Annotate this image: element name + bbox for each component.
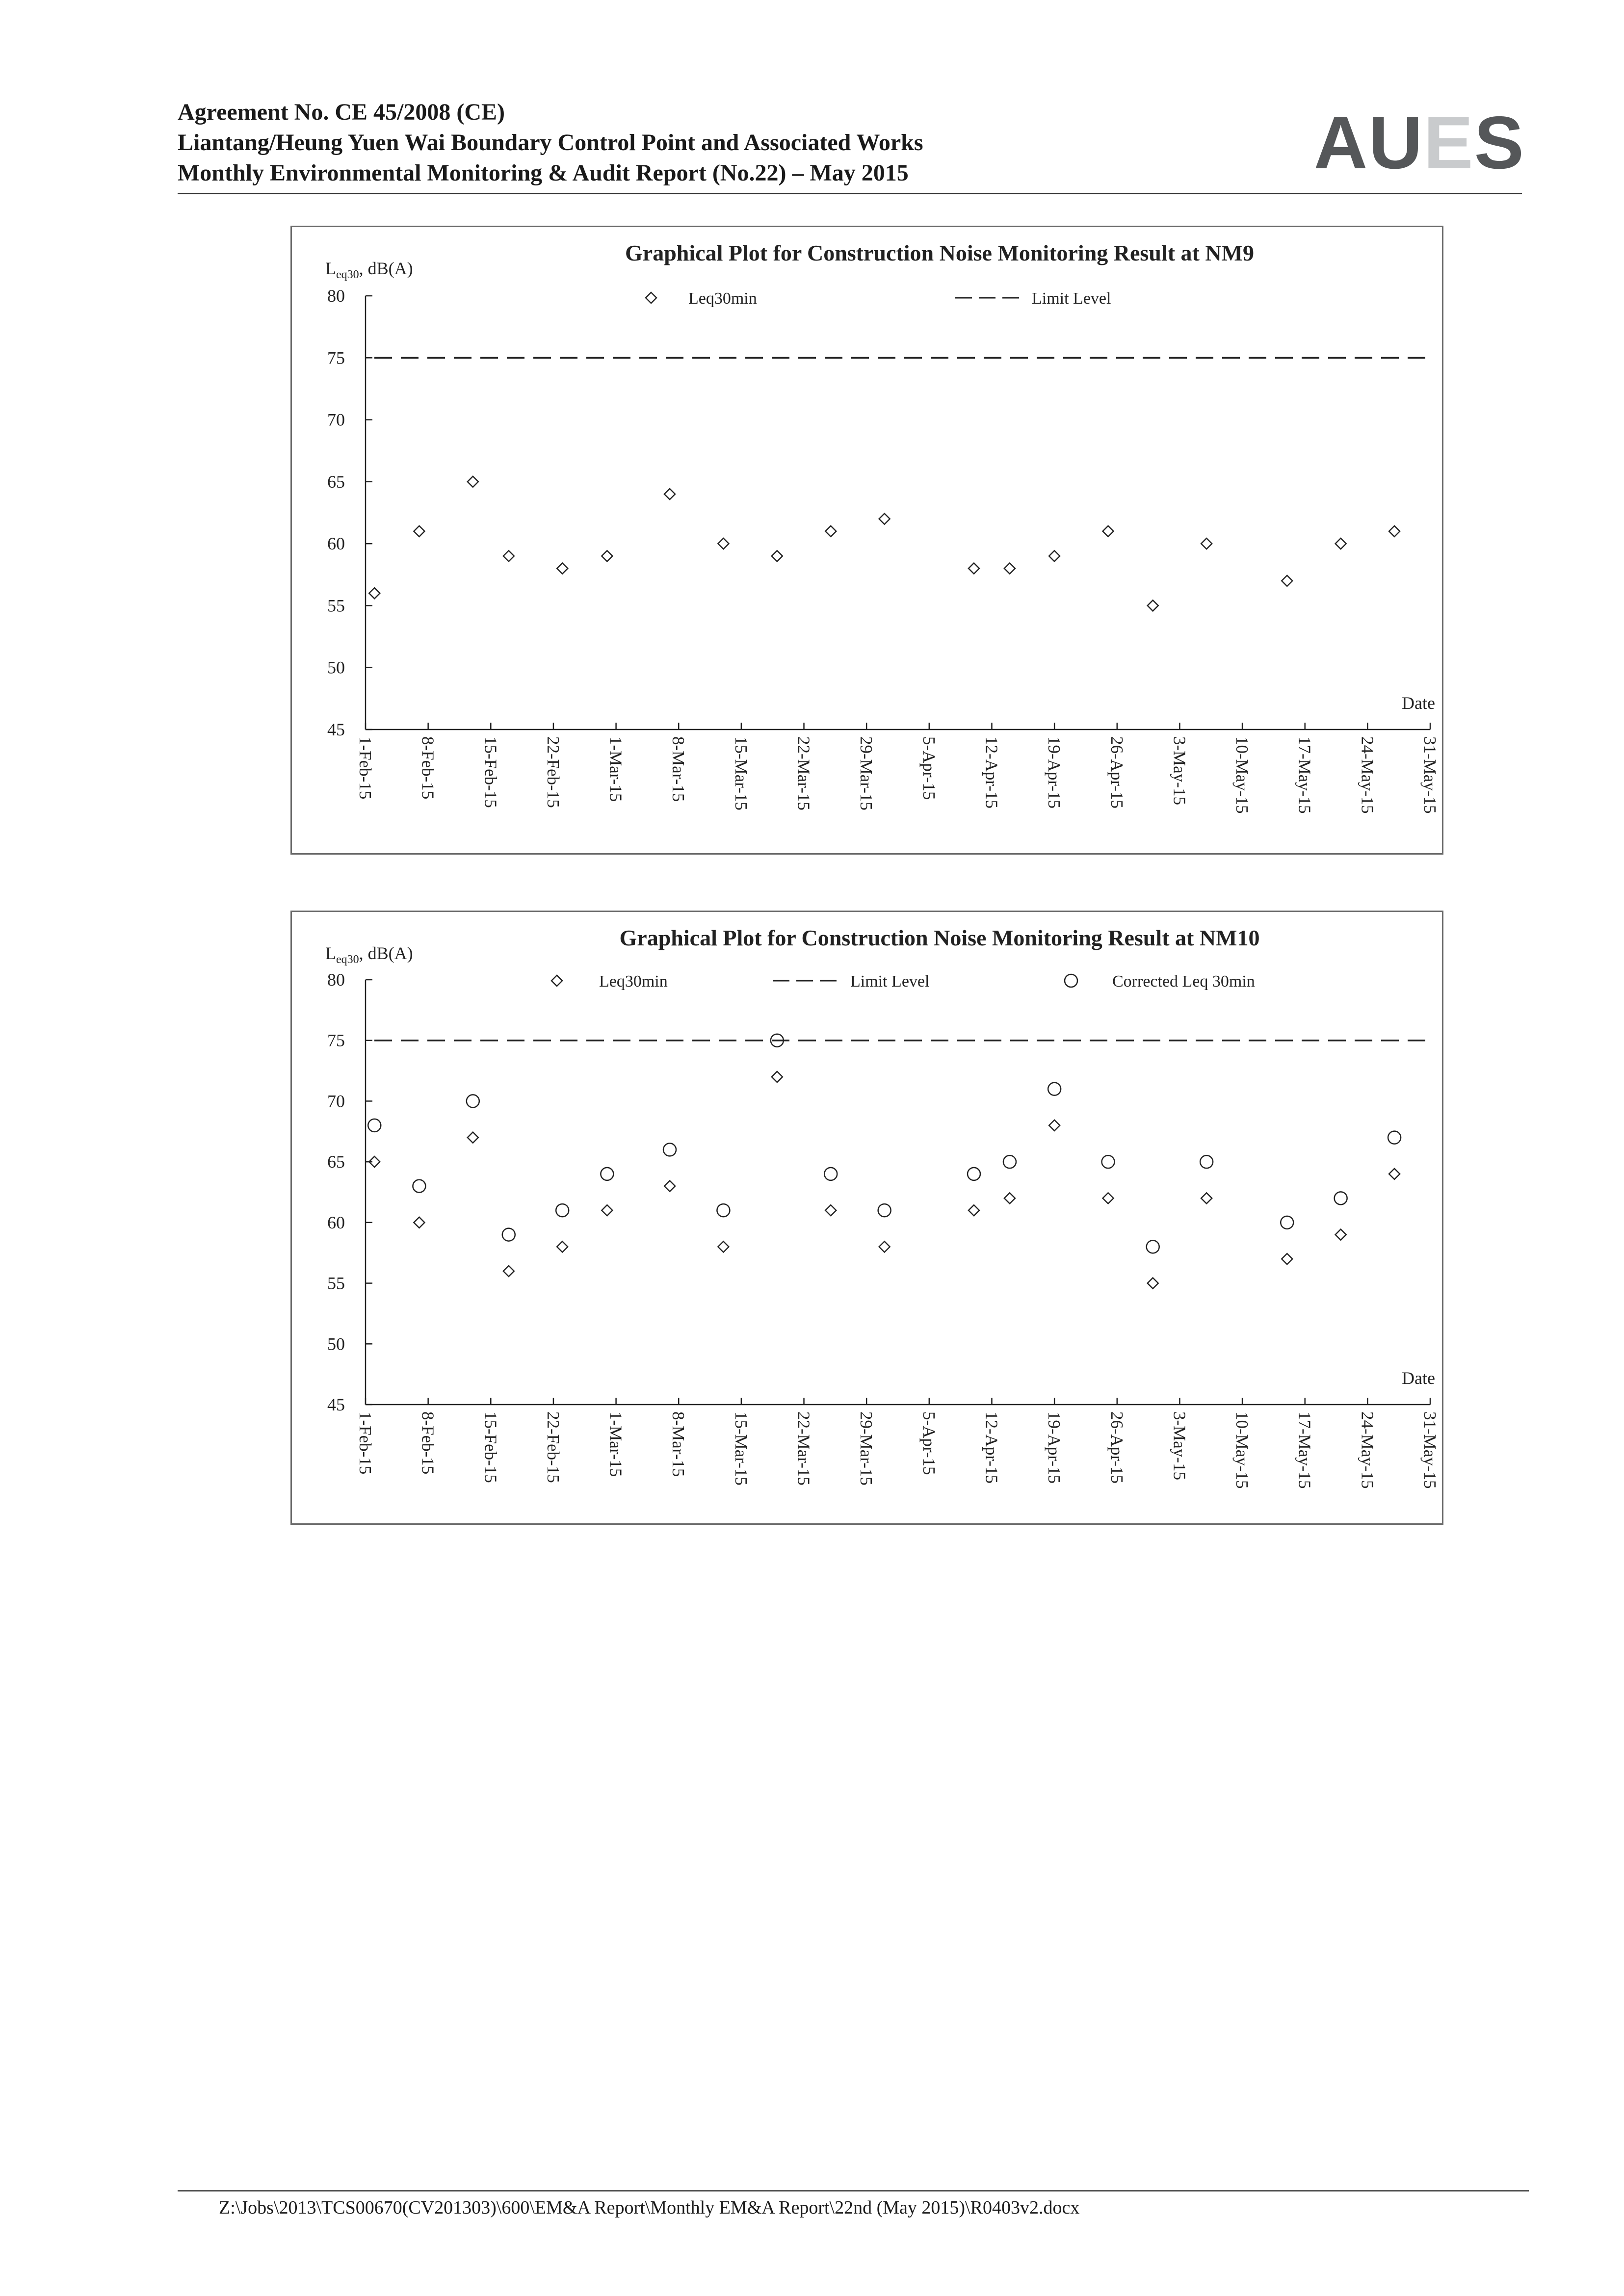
data-point-corrected <box>1003 1155 1016 1168</box>
y-tick-label: 75 <box>327 348 345 368</box>
x-tick-label: 8-Mar-15 <box>669 1411 688 1477</box>
data-point-corrected <box>717 1204 730 1217</box>
x-tick-label: 8-Feb-15 <box>418 1411 438 1475</box>
data-point-corrected <box>1147 1240 1159 1253</box>
data-point-leq30min <box>1389 526 1400 537</box>
x-tick-label: 1-Mar-15 <box>606 1411 626 1477</box>
data-point-corrected <box>368 1119 381 1132</box>
data-point-leq30min <box>879 1241 890 1252</box>
data-point-leq30min <box>664 1181 675 1192</box>
x-tick-label: 17-May-15 <box>1295 736 1314 814</box>
data-point-leq30min <box>1148 1278 1158 1289</box>
y-tick-label: 80 <box>327 970 345 990</box>
chart-nm9 <box>290 226 1443 855</box>
data-point-leq30min <box>1103 526 1114 537</box>
y-axis-label-subscript: eq30 <box>336 268 359 281</box>
data-point-leq30min <box>825 1205 836 1216</box>
data-point-leq30min <box>1004 563 1015 574</box>
data-point-leq30min <box>1201 538 1212 549</box>
data-point-leq30min <box>1389 1169 1400 1179</box>
data-point-leq30min <box>1282 1253 1292 1264</box>
data-point-leq30min <box>825 526 836 537</box>
data-point-corrected <box>413 1180 425 1193</box>
data-point-leq30min <box>468 1132 478 1143</box>
aues-logo <box>1313 101 1525 184</box>
y-tick-label: 50 <box>327 657 345 678</box>
data-point-corrected <box>601 1168 613 1180</box>
data-point-leq30min <box>1336 1229 1346 1240</box>
y-tick-label: 55 <box>327 596 345 616</box>
y-axis-label-unit: , dB(A) <box>359 259 413 278</box>
data-point-corrected <box>1048 1083 1061 1096</box>
x-tick-label: 10-May-15 <box>1232 736 1252 814</box>
y-tick-label: 75 <box>327 1030 345 1050</box>
y-tick-label: 50 <box>327 1334 345 1354</box>
x-tick-label: 31-May-15 <box>1420 1411 1440 1489</box>
y-tick-label: 65 <box>327 471 345 492</box>
data-point-corrected <box>556 1204 569 1217</box>
file-path: Z:\Jobs\2013\TCS00670(CV201303)\600\EM&A Report\Monthly EM&A Report\22nd (May 2015)\R0403v2.docx <box>219 2197 1080 2218</box>
x-tick-label: 15-Feb-15 <box>481 1411 500 1483</box>
data-point-leq30min <box>414 526 424 537</box>
y-axis-label <box>325 943 413 966</box>
y-axis-label-symbol: L <box>325 259 336 278</box>
data-point-leq30min <box>1004 1193 1015 1203</box>
data-point-corrected <box>1102 1155 1115 1168</box>
data-point-leq30min <box>503 550 514 561</box>
data-point-leq30min <box>503 1266 514 1277</box>
data-point-leq30min <box>969 1205 979 1216</box>
data-point-corrected <box>878 1204 891 1217</box>
legend-label-leq30min: Leq30min <box>688 289 757 308</box>
data-point-leq30min <box>602 1205 612 1216</box>
legend-label-corrected: Corrected Leq 30min <box>1112 972 1255 991</box>
report-header <box>178 97 1525 195</box>
y-tick-label: 80 <box>327 286 345 306</box>
data-point-leq30min <box>664 489 675 499</box>
x-tick-label: 1-Mar-15 <box>606 736 626 802</box>
data-point-leq30min <box>557 1241 568 1252</box>
chart-nm9-svg <box>292 227 1442 853</box>
x-tick-label: 17-May-15 <box>1295 1411 1314 1489</box>
project-title: Liantang/Heung Yuen Wai Boundary Control Point and Associated Works <box>178 130 923 156</box>
x-tick-label: 5-Apr-15 <box>919 736 939 800</box>
y-axis-label-unit: , dB(A) <box>359 943 413 963</box>
y-tick-label: 60 <box>327 1212 345 1232</box>
data-point-corrected <box>1335 1192 1347 1204</box>
x-tick-label: 8-Feb-15 <box>418 736 438 800</box>
x-tick-label: 19-Apr-15 <box>1045 736 1064 809</box>
legend-marker-circle <box>1065 974 1077 987</box>
x-tick-label: 29-Mar-15 <box>857 736 876 810</box>
data-point-leq30min <box>602 550 612 561</box>
data-point-leq30min <box>1336 538 1346 549</box>
y-tick-label: 45 <box>327 1395 345 1414</box>
agreement-number: Agreement No. CE 45/2008 (CE) <box>178 99 505 125</box>
x-tick-label: 26-Apr-15 <box>1107 736 1126 809</box>
x-axis-label: Date <box>1402 693 1435 713</box>
y-tick-label: 70 <box>327 1091 345 1111</box>
x-tick-label: 1-Feb-15 <box>356 1411 375 1475</box>
x-tick-label: 1-Feb-15 <box>356 736 375 800</box>
footer-divider <box>178 2190 1529 2192</box>
y-tick-label: 60 <box>327 534 345 554</box>
data-point-corrected <box>663 1143 676 1156</box>
report-title: Monthly Environmental Monitoring & Audit Report (No.22) – May 2015 <box>178 160 909 186</box>
data-point-leq30min <box>969 563 979 574</box>
data-point-leq30min <box>1049 550 1060 561</box>
y-axis-label <box>325 259 413 281</box>
data-point-leq30min <box>557 563 568 574</box>
x-tick-label: 26-Apr-15 <box>1107 1411 1126 1484</box>
legend-label-limit: Limit Level <box>850 972 930 991</box>
data-point-leq30min <box>414 1217 424 1228</box>
data-point-leq30min <box>772 1071 783 1082</box>
data-point-leq30min <box>1148 600 1158 611</box>
x-tick-label: 15-Mar-15 <box>731 1411 751 1486</box>
logo-text-s: S <box>1474 101 1525 184</box>
y-tick-label: 65 <box>327 1152 345 1172</box>
x-tick-label: 22-Feb-15 <box>543 736 563 808</box>
x-tick-label: 3-May-15 <box>1170 736 1189 805</box>
x-tick-label: 12-Apr-15 <box>982 736 1001 809</box>
x-axis-label: Date <box>1402 1368 1435 1388</box>
x-tick-label: 15-Feb-15 <box>481 736 500 808</box>
legend-label-leq30min: Leq30min <box>599 972 668 991</box>
data-point-leq30min <box>1282 575 1292 586</box>
x-tick-label: 22-Feb-15 <box>543 1411 563 1483</box>
data-point-leq30min <box>718 538 729 549</box>
data-point-corrected <box>1281 1216 1293 1229</box>
legend-label-limit: Limit Level <box>1032 289 1111 308</box>
chart-title: Graphical Plot for Construction Noise Monitoring Result at NM10 <box>619 925 1260 950</box>
x-tick-label: 8-Mar-15 <box>669 736 688 802</box>
x-tick-label: 31-May-15 <box>1420 736 1440 814</box>
data-point-leq30min <box>718 1241 729 1252</box>
x-tick-label: 12-Apr-15 <box>982 1411 1001 1484</box>
x-tick-label: 29-Mar-15 <box>857 1411 876 1486</box>
y-tick-label: 55 <box>327 1273 345 1293</box>
x-tick-label: 22-Mar-15 <box>794 736 813 810</box>
data-point-leq30min <box>468 476 478 487</box>
x-tick-label: 15-Mar-15 <box>731 736 751 810</box>
data-point-leq30min <box>1049 1120 1060 1131</box>
y-tick-label: 70 <box>327 410 345 430</box>
data-point-leq30min <box>772 550 783 561</box>
data-point-corrected <box>824 1168 837 1180</box>
chart-nm10 <box>290 911 1443 1525</box>
x-tick-label: 10-May-15 <box>1232 1411 1252 1489</box>
x-tick-label: 3-May-15 <box>1170 1411 1189 1480</box>
data-point-corrected <box>502 1228 515 1241</box>
data-point-leq30min <box>879 514 890 524</box>
y-axis-label-subscript: eq30 <box>336 953 359 966</box>
x-tick-label: 24-May-15 <box>1358 1411 1377 1489</box>
data-point-corrected <box>968 1168 980 1180</box>
chart-title: Graphical Plot for Construction Noise Monitoring Result at NM9 <box>625 240 1254 265</box>
legend-marker-diamond <box>646 292 656 303</box>
data-point-leq30min <box>1103 1193 1114 1203</box>
data-point-leq30min <box>1201 1193 1212 1203</box>
x-tick-label: 24-May-15 <box>1358 736 1377 814</box>
data-point-corrected <box>1200 1155 1213 1168</box>
data-point-leq30min <box>369 588 380 599</box>
x-tick-label: 19-Apr-15 <box>1045 1411 1064 1484</box>
logo-text-au: AU <box>1313 101 1424 184</box>
logo-text-e: E <box>1423 101 1474 184</box>
y-tick-label: 45 <box>327 720 345 739</box>
data-point-corrected <box>467 1095 479 1107</box>
y-axis-label-symbol: L <box>325 943 336 963</box>
chart-nm10-svg <box>292 912 1442 1523</box>
x-tick-label: 5-Apr-15 <box>919 1411 939 1475</box>
legend-marker-diamond <box>551 975 562 986</box>
x-tick-label: 22-Mar-15 <box>794 1411 813 1486</box>
data-point-corrected <box>1388 1131 1401 1144</box>
header-divider <box>178 193 1522 194</box>
